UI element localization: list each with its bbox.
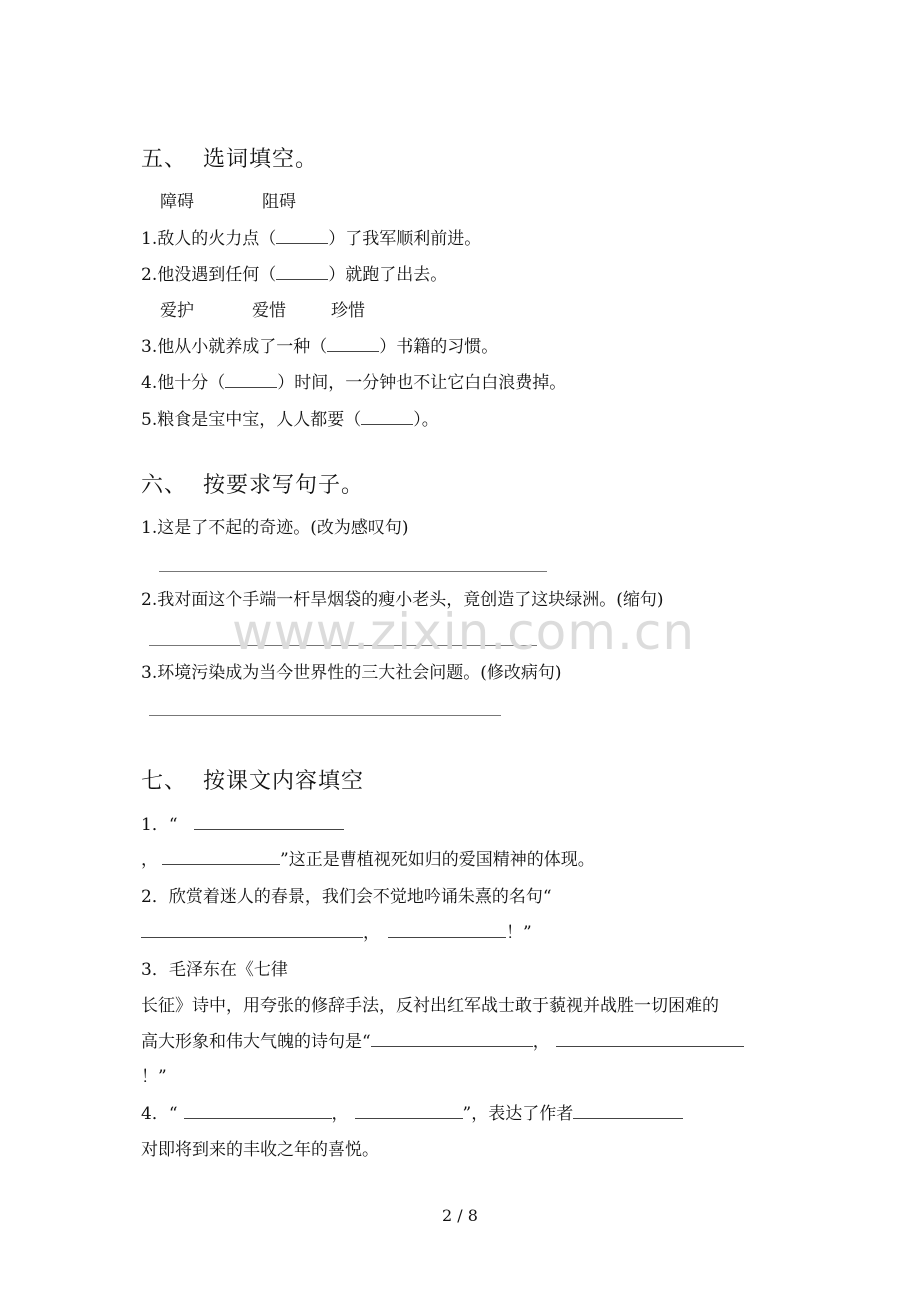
page-number: 2 / 8 xyxy=(442,1206,478,1225)
section-six-title: 按要求写句子。 xyxy=(203,473,365,498)
question-text: ， xyxy=(331,1104,349,1124)
question-text: 高大形象和伟大气魄的诗句是“ xyxy=(141,1032,371,1052)
answer-blank[interactable] xyxy=(361,410,413,425)
question-text: 1.敌人的火力点（ xyxy=(141,229,277,249)
answer-blank[interactable] xyxy=(573,1104,683,1119)
fill-question-2 xyxy=(141,264,447,286)
fill-question-4 xyxy=(141,372,566,394)
question-text: ）。 xyxy=(413,410,439,430)
word-choice: 阻碍 xyxy=(262,192,296,212)
section-five-title: 选词填空。 xyxy=(203,147,319,172)
recite-question-4-line-1 xyxy=(141,1103,683,1125)
question-text: 2.他没遇到任何（ xyxy=(141,265,277,285)
question-text: ”，表达了作者 xyxy=(462,1104,574,1124)
section-six-number: 六、 xyxy=(141,473,188,498)
fill-question-3 xyxy=(141,336,498,358)
recite-question-1-line-1 xyxy=(141,814,344,836)
answer-line[interactable] xyxy=(149,715,501,716)
question-text: ， xyxy=(363,923,380,943)
question-text: ）就跑了出去。 xyxy=(328,265,448,285)
word-choice: 爱护 xyxy=(160,301,194,321)
answer-blank[interactable] xyxy=(184,1104,332,1119)
question-text: ”这正是曹植视死如归的爱国精神的体现。 xyxy=(280,850,595,870)
answer-blank[interactable] xyxy=(194,815,344,830)
section-seven-title: 按课文内容填空 xyxy=(203,769,365,794)
answer-blank[interactable] xyxy=(327,337,379,352)
question-text: 4.他十分（ xyxy=(141,373,226,393)
rewrite-question-1: 1.这是了不起的奇迹。(改为感叹句) xyxy=(141,518,409,538)
answer-blank[interactable] xyxy=(371,1032,533,1047)
question-text: ， xyxy=(141,850,158,870)
recite-question-1-line-2 xyxy=(141,849,595,871)
answer-blank[interactable] xyxy=(556,1032,744,1047)
answer-blank[interactable] xyxy=(225,373,277,388)
rewrite-question-3: 3.环境污染成为当今世界性的三大社会问题。(修改病句) xyxy=(141,663,562,683)
watermark: www.zixin.com.cn xyxy=(232,603,696,661)
question-text: ）时间，一分钟也不让它白白浪费掉。 xyxy=(277,373,567,393)
answer-blank[interactable] xyxy=(355,1104,463,1119)
question-text: ）了我军顺利前进。 xyxy=(328,229,482,249)
section-six-heading xyxy=(141,472,364,500)
answer-blank[interactable] xyxy=(141,923,363,938)
question-text: ！” xyxy=(506,923,532,943)
question-text: ）书籍的习惯。 xyxy=(379,337,499,357)
word-choices-group-one xyxy=(160,191,296,213)
answer-blank[interactable] xyxy=(388,923,506,938)
recite-question-4-line-2: 对即将到来的丰收之年的喜悦。 xyxy=(141,1140,379,1160)
fill-question-1 xyxy=(141,228,481,250)
section-five-heading xyxy=(141,146,318,174)
section-five-number: 五、 xyxy=(141,147,188,172)
answer-blank[interactable] xyxy=(162,850,280,865)
question-text: 1．“ xyxy=(141,815,178,835)
rewrite-question-2: 2.我对面这个手端一杆旱烟袋的瘦小老头，竟创造了这块绿洲。(缩句) xyxy=(141,590,664,610)
answer-line[interactable] xyxy=(159,571,547,572)
question-text: 3.他从小就养成了一种（ xyxy=(141,337,328,357)
recite-question-2-line-1: 2．欣赏着迷人的春景，我们会不觉地吟诵朱熹的名句“ xyxy=(141,887,552,907)
question-text: ， xyxy=(532,1032,550,1052)
word-choices-group-two xyxy=(160,300,365,322)
recite-question-2-line-2 xyxy=(141,922,532,944)
answer-blank[interactable] xyxy=(276,265,328,280)
fill-question-5 xyxy=(141,409,439,431)
question-text: 4．“ xyxy=(141,1104,178,1124)
recite-question-3-line-2: 长征》诗中，用夸张的修辞手法，反衬出红军战士敢于藐视并战胜一切困难的 xyxy=(141,996,719,1016)
answer-blank[interactable] xyxy=(276,229,328,244)
section-seven-heading xyxy=(141,768,364,796)
word-choice: 障碍 xyxy=(160,192,194,212)
recite-question-3-line-4: ！” xyxy=(141,1067,167,1087)
section-seven-number: 七、 xyxy=(141,769,188,794)
word-choice: 爱惜 xyxy=(252,301,286,321)
word-choice: 珍惜 xyxy=(331,301,365,321)
recite-question-3-line-3 xyxy=(141,1031,744,1053)
recite-question-3-line-1: 3．毛泽东在《七律 xyxy=(141,960,288,980)
question-text: 5.粮食是宝中宝，人人都要（ xyxy=(141,410,362,430)
